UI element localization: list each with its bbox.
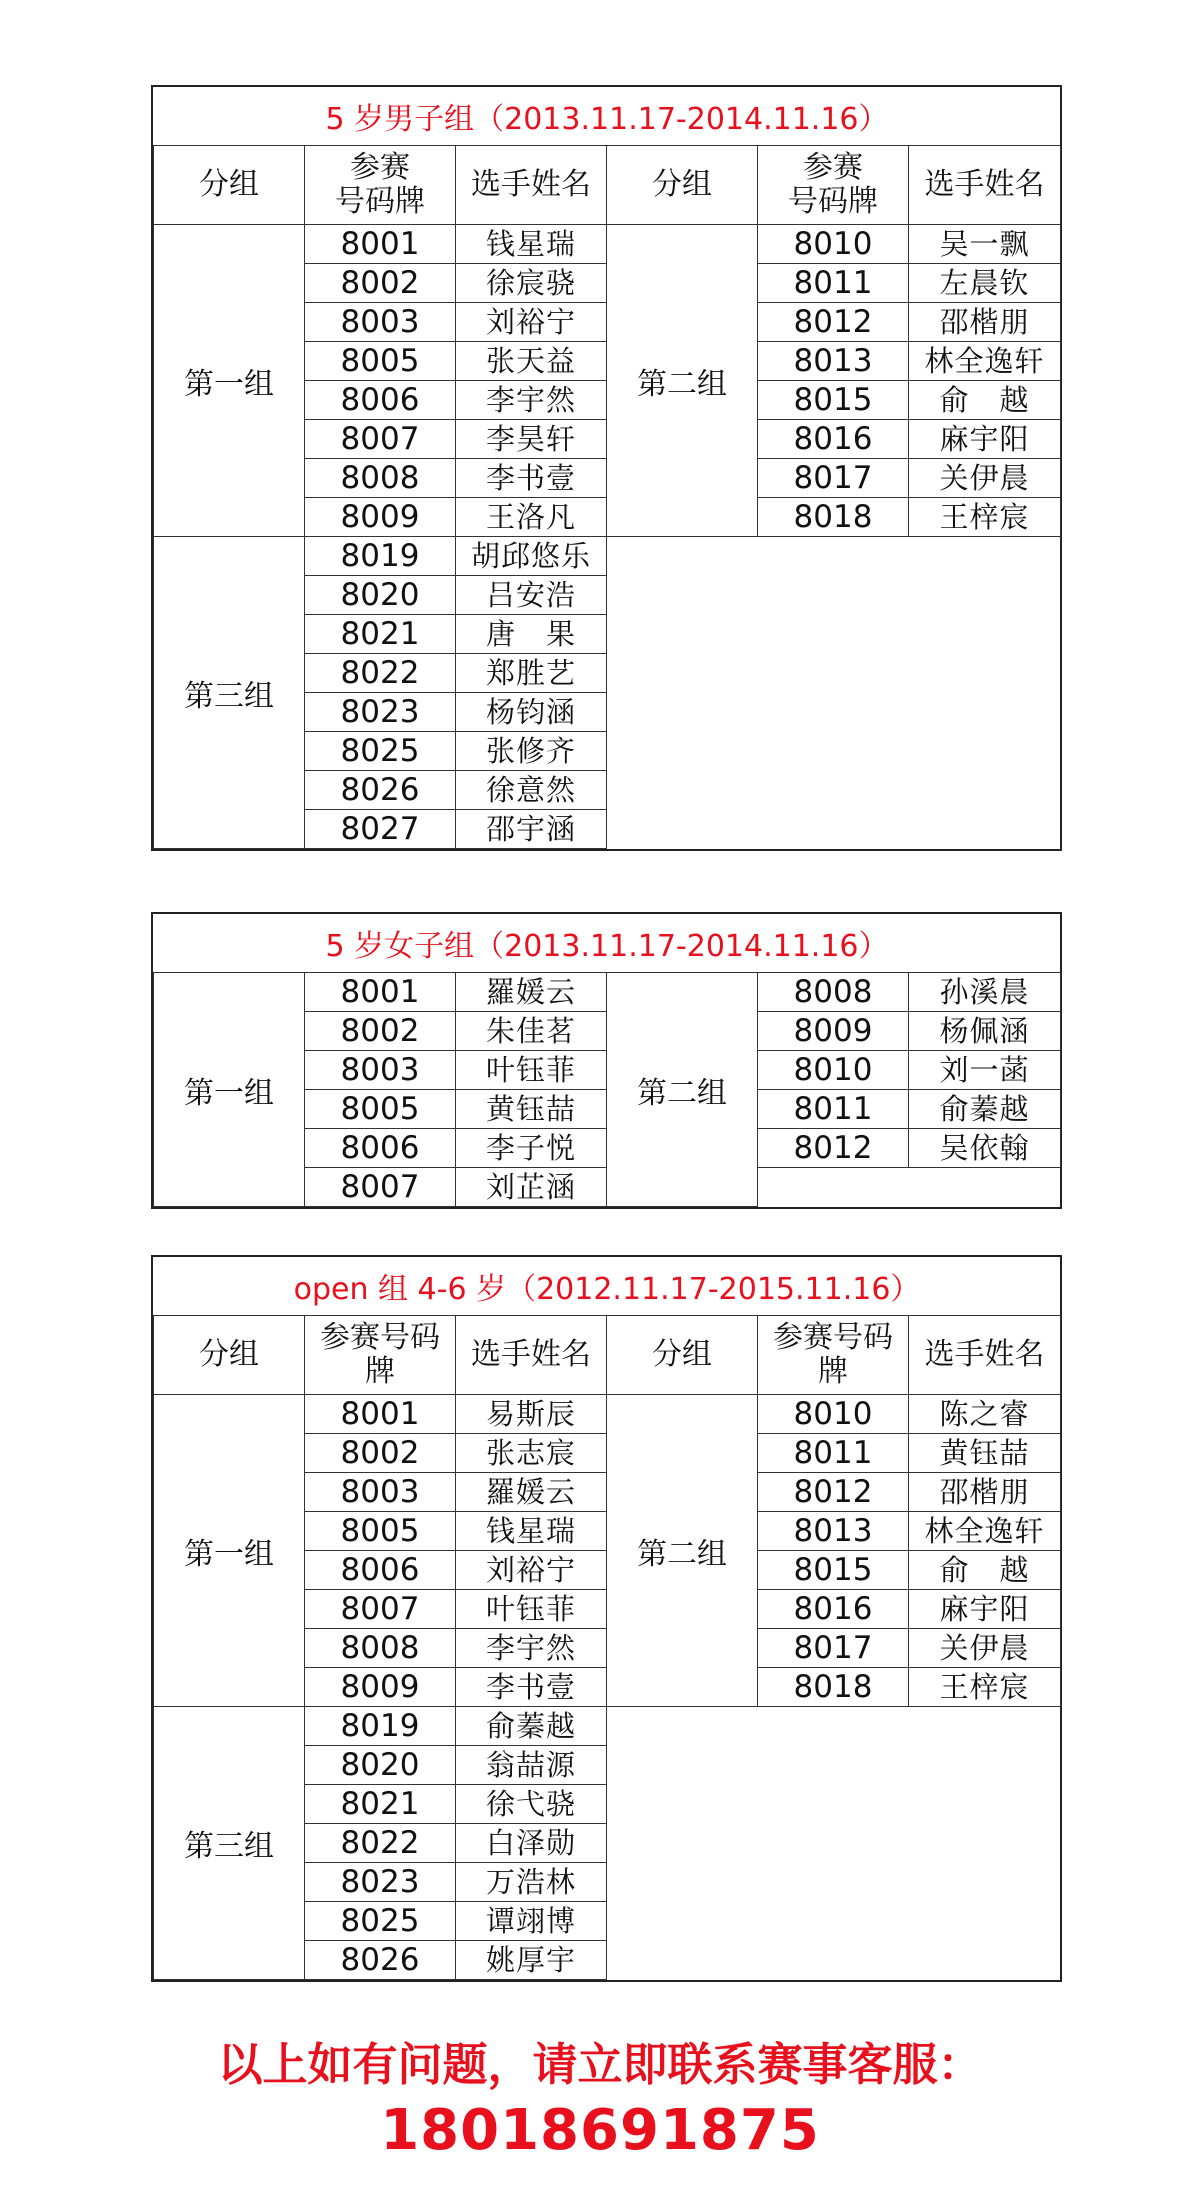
player-name: 邵楷朋	[909, 303, 1061, 342]
table-row	[154, 225, 1061, 264]
table-title: 5 岁男子组（2013.11.17-2014.11.16）	[154, 87, 1061, 146]
player-name: 李子悦	[456, 1129, 607, 1168]
player-name: 刘芷涵	[456, 1168, 607, 1207]
bib-number: 8013	[758, 1512, 909, 1551]
bib-number: 8001	[305, 225, 456, 264]
bib-number: 8003	[305, 1051, 456, 1090]
player-name: 吴依翰	[909, 1129, 1061, 1168]
table-title: 5 岁女子组（2013.11.17-2014.11.16）	[154, 914, 1061, 973]
bib-number: 8019	[305, 537, 456, 576]
player-name: 张天益	[456, 342, 607, 381]
bib-number: 8020	[305, 1746, 456, 1785]
bib-number: 8021	[305, 615, 456, 654]
bib-number: 8009	[305, 1668, 456, 1707]
table-open-4-6	[151, 1255, 1062, 1982]
bib-number: 8003	[305, 1473, 456, 1512]
player-name: 张修齐	[456, 732, 607, 771]
player-name: 王洛凡	[456, 498, 607, 537]
bib-number: 8006	[305, 1551, 456, 1590]
player-name: 翁喆源	[456, 1746, 607, 1785]
player-name: 刘一菡	[909, 1051, 1061, 1090]
bib-number: 8002	[305, 1434, 456, 1473]
group-label: 第一组	[154, 1395, 305, 1707]
bib-number: 8027	[305, 810, 456, 849]
player-name: 姚厚宇	[456, 1941, 607, 1980]
bib-number: 8020	[305, 576, 456, 615]
bib-number: 8015	[758, 1551, 909, 1590]
group-label: 第一组	[154, 225, 305, 537]
player-name: 钱星瑞	[456, 1512, 607, 1551]
table-girls-5	[151, 912, 1062, 1209]
bib-number: 8019	[305, 1707, 456, 1746]
player-name: 俞 越	[909, 381, 1061, 420]
player-name: 胡邱悠乐	[456, 537, 607, 576]
player-name: 麻宇阳	[909, 1590, 1061, 1629]
player-name: 邵楷朋	[909, 1473, 1061, 1512]
player-name: 朱佳茗	[456, 1012, 607, 1051]
bib-number: 8006	[305, 1129, 456, 1168]
bib-number: 8009	[758, 1012, 909, 1051]
column-header: 分组	[154, 146, 305, 225]
player-name: 林全逸轩	[909, 1512, 1061, 1551]
bib-number: 8005	[305, 342, 456, 381]
bib-number: 8023	[305, 1863, 456, 1902]
bib-number: 8010	[758, 1051, 909, 1090]
player-name: 关伊晨	[909, 459, 1061, 498]
player-name: 李宇然	[456, 1629, 607, 1668]
bib-number: 8023	[305, 693, 456, 732]
bib-number: 8008	[305, 1629, 456, 1668]
player-name: 王梓宸	[909, 1668, 1061, 1707]
column-header: 参赛 号码牌	[305, 146, 456, 225]
bib-number: 8011	[758, 264, 909, 303]
column-header: 选手姓名	[456, 146, 607, 225]
group-label: 第二组	[607, 973, 758, 1207]
player-name: 俞蓁越	[456, 1707, 607, 1746]
player-name: 黄钰喆	[456, 1090, 607, 1129]
footer-notice: 以上如有问题，请立即联系赛事客服：	[217, 2038, 983, 2091]
player-name: 李昊轩	[456, 420, 607, 459]
player-name: 杨钧涵	[456, 693, 607, 732]
bib-number: 8016	[758, 1590, 909, 1629]
table-row	[154, 1395, 1061, 1434]
bib-number: 8022	[305, 654, 456, 693]
player-name: 陈之睿	[909, 1395, 1061, 1434]
bib-number: 8007	[305, 420, 456, 459]
bib-number: 8013	[758, 342, 909, 381]
table-boys-5	[151, 85, 1062, 851]
table-title: open 组 4-6 岁（2012.11.17-2015.11.16）	[154, 1257, 1061, 1316]
bib-number: 8008	[758, 973, 909, 1012]
column-header: 选手姓名	[909, 1316, 1061, 1395]
bib-number: 8006	[305, 381, 456, 420]
bib-number: 8025	[305, 732, 456, 771]
player-name: 白泽勋	[456, 1824, 607, 1863]
player-name: 吕安浩	[456, 576, 607, 615]
column-header: 选手姓名	[909, 146, 1061, 225]
column-header: 分组	[154, 1316, 305, 1395]
bib-number: 8009	[305, 498, 456, 537]
player-name: 王梓宸	[909, 498, 1061, 537]
column-header: 参赛号码 牌	[305, 1316, 456, 1395]
bib-number: 8016	[758, 420, 909, 459]
player-name: 吴一飘	[909, 225, 1061, 264]
player-name: 俞蓁越	[909, 1090, 1061, 1129]
bib-number: 8001	[305, 1395, 456, 1434]
player-name: 李书壹	[456, 459, 607, 498]
bib-number: 8018	[758, 498, 909, 537]
bib-number: 8012	[758, 1473, 909, 1512]
bib-number: 8005	[305, 1090, 456, 1129]
player-name: 叶钰菲	[456, 1051, 607, 1090]
bib-number: 8012	[758, 1129, 909, 1168]
bib-number: 8011	[758, 1090, 909, 1129]
player-name: 刘裕宁	[456, 303, 607, 342]
footer-phone: 18018691875	[380, 2098, 820, 2163]
bib-number: 8012	[758, 303, 909, 342]
player-name: 孙溪晨	[909, 973, 1061, 1012]
bib-number: 8010	[758, 1395, 909, 1434]
column-header: 参赛号码 牌	[758, 1316, 909, 1395]
player-name: 张志宸	[456, 1434, 607, 1473]
player-name: 羅媛云	[456, 973, 607, 1012]
bib-number: 8002	[305, 1012, 456, 1051]
bib-number: 8010	[758, 225, 909, 264]
player-name: 刘裕宁	[456, 1551, 607, 1590]
player-name: 黄钰喆	[909, 1434, 1061, 1473]
player-name: 易斯辰	[456, 1395, 607, 1434]
bib-number: 8017	[758, 1629, 909, 1668]
player-name: 徐弋骁	[456, 1785, 607, 1824]
player-name: 钱星瑞	[456, 225, 607, 264]
bib-number: 8021	[305, 1785, 456, 1824]
column-header: 分组	[607, 1316, 758, 1395]
player-name: 杨佩涵	[909, 1012, 1061, 1051]
player-name: 谭翊博	[456, 1902, 607, 1941]
bib-number: 8007	[305, 1168, 456, 1207]
bib-number: 8025	[305, 1902, 456, 1941]
player-name: 邵宇涵	[456, 810, 607, 849]
player-name: 徐宸骁	[456, 264, 607, 303]
column-header: 分组	[607, 146, 758, 225]
table-row	[154, 1707, 1061, 1746]
group-label: 第二组	[607, 225, 758, 537]
bib-number: 8007	[305, 1590, 456, 1629]
player-name: 叶钰菲	[456, 1590, 607, 1629]
blank-area	[607, 1707, 1061, 1980]
bib-number: 8008	[305, 459, 456, 498]
group-label: 第二组	[607, 1395, 758, 1707]
group-label: 第三组	[154, 537, 305, 849]
bib-number: 8011	[758, 1434, 909, 1473]
player-name: 关伊晨	[909, 1629, 1061, 1668]
player-name: 李宇然	[456, 381, 607, 420]
player-name: 麻宇阳	[909, 420, 1061, 459]
player-name: 李书壹	[456, 1668, 607, 1707]
table-row	[154, 973, 1061, 1012]
bib-number: 8026	[305, 1941, 456, 1980]
player-name: 唐 果	[456, 615, 607, 654]
bib-number: 8005	[305, 1512, 456, 1551]
player-name: 俞 越	[909, 1551, 1061, 1590]
bib-number: 8003	[305, 303, 456, 342]
player-name: 徐意然	[456, 771, 607, 810]
bib-number: 8022	[305, 1824, 456, 1863]
group-label: 第一组	[154, 973, 305, 1207]
table-row	[154, 537, 1061, 576]
player-name: 左晨钦	[909, 264, 1061, 303]
blank-area	[607, 537, 1061, 849]
player-name: 万浩林	[456, 1863, 607, 1902]
player-name: 林全逸轩	[909, 342, 1061, 381]
column-header: 选手姓名	[456, 1316, 607, 1395]
bib-number: 8002	[305, 264, 456, 303]
bib-number: 8001	[305, 973, 456, 1012]
player-name: 羅媛云	[456, 1473, 607, 1512]
group-label: 第三组	[154, 1707, 305, 1980]
column-header: 参赛 号码牌	[758, 146, 909, 225]
bib-number: 8026	[305, 771, 456, 810]
bib-number: 8017	[758, 459, 909, 498]
player-name: 郑胜艺	[456, 654, 607, 693]
bib-number: 8015	[758, 381, 909, 420]
bib-number: 8018	[758, 1668, 909, 1707]
empty-cell	[758, 1168, 1061, 1207]
